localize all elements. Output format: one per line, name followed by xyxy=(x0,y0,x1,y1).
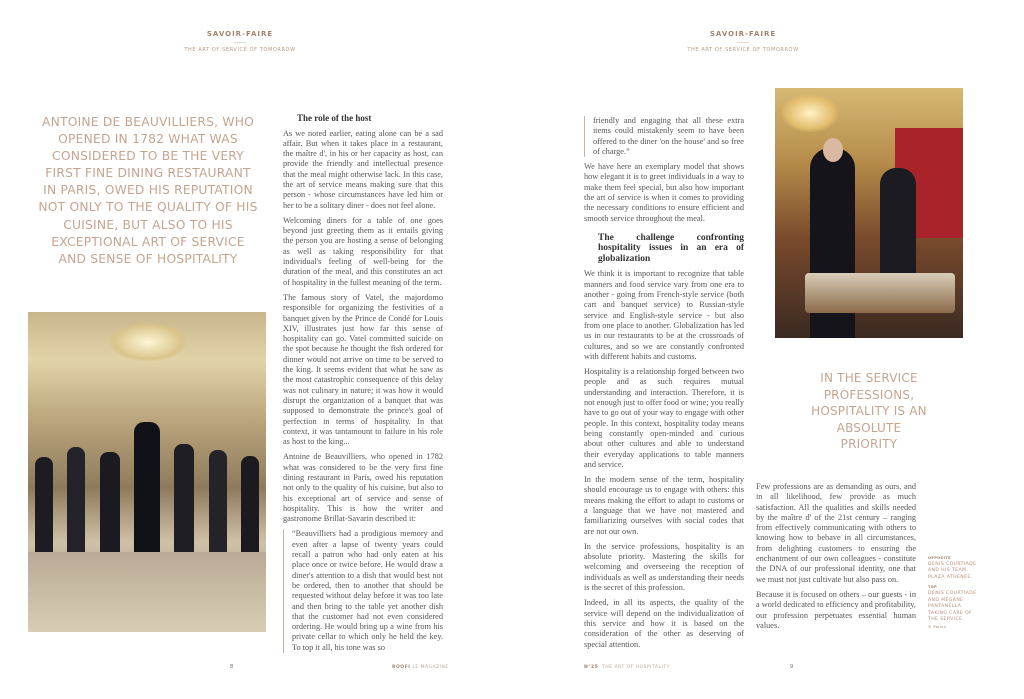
caption-label-top: TOP xyxy=(928,585,938,590)
section-kicker: SAVOIR-FAIRE xyxy=(709,30,777,38)
footer-brand xyxy=(392,665,449,670)
paragraph: Indeed, in all its aspects, the quality of the service will depend on the individualization of this service and how it is based on the consideration of the other as deserving of special attention. xyxy=(584,598,744,649)
page-number: 8 xyxy=(230,664,234,670)
kicker-divider xyxy=(737,42,749,43)
photo-credit: © Pollux xyxy=(928,624,947,629)
paragraph: As we noted earlier, eating alone can be a sad affair. But when it takes place in a restaurant, the maître d', in his or her capacity as host, can provide the friendly and intellectual presence that the meal might otherwise lack. In this case, the art of service means making sure that this person - whose circumstances have led him or her to be a solitary diner - does not feel alone. xyxy=(283,128,443,210)
chandelier xyxy=(780,93,840,133)
paragraph: We think it is important to recognize that table manners and food service vary from one era to another - going from French-style service (both cart and banquet service) to Russian-style service and English-style service - but also from one place to another. Globalization has led us in our restaurants to be at the crossroads of cultures, and so we are constantly confronted with different habits and customs. xyxy=(584,269,744,361)
blockquote: “Beauvilliers had a prodigious memory and even after a lapse of twenty years could recall a patron who had only eaten at his place once or twice before. He would draw a diner's attention to a dish that would best not be ordered, then to another that should be requested without delay before it was too late and then bring to the table yet another dish that the customer had not even considered ordering. He would bring up a wine from his private cellar to which only he held the key. To top it all, his tone was so xyxy=(283,529,443,653)
service-cart xyxy=(805,273,955,313)
paragraph: In the modern sense of the term, hospitality should encourage us to engage with others: this means making the effort to adapt to customs or a language that we have not mastered and familiarizing ourselves with social codes that are not our own. xyxy=(584,475,744,536)
article-column-1 xyxy=(283,113,443,658)
paragraph: Hospitality is a relationship forged between two people and as such requires mutual understanding and interaction. Therefore, it is not enough just to offer food or wine; you really have to go out of your way to engage with other people. In this context, hospitality today means being constantly open-minded and curious about other cultures and able to understand their everyday applications to table manners and service. xyxy=(584,367,744,469)
page-number: 9 xyxy=(790,664,794,670)
pull-quote: IN THE SERVICE PROFESSIONS, HOSPITALITY IS AN ABSOLUTE PRIORITY xyxy=(811,371,927,451)
paragraph: We have here an exemplary model that shows how elegant it is to greet individuals in a way to make them feel special, but also how important the art of service is when it comes to providing the necessary conditions to ensure efficient and smooth service throughout the meal. xyxy=(584,162,744,223)
blockquote-end: friendly and engaging that all these extra items could mistakenly seem to have been offered to the diner 'on the house' and so free of charge.” xyxy=(584,116,744,157)
service-photo xyxy=(775,88,963,338)
caption-top: DENIS COURTIADE AND MÉGANE PANTANELLA TAKING CARE OF THE SERVICE. xyxy=(928,590,977,623)
footer-label: THE ART OF HOSPITALITY xyxy=(602,665,670,670)
kicker-divider xyxy=(234,42,246,43)
article-column-2 xyxy=(584,116,744,655)
section-heading: The role of the host xyxy=(297,113,372,123)
issue-number: N°25 xyxy=(584,665,599,670)
paragraph: In the service professions, hospitality is an absolute priority. Mastering the skills for welcoming and overseeing the reception of individuals as well as understanding their needs is the secret of this profession. xyxy=(584,541,744,593)
caption-opposite: DENIS COURTIADE AND HIS TEAM, PLAZA ATHÉNÉE. xyxy=(928,561,977,580)
pull-quote: ANTOINE DE BEAUVILLIERS, WHO OPENED IN 1782 WHAT WAS CONSIDERED TO BE THE VERY FIRST FINE DINING RESTAURANT IN PARIS, OWED HIS REPUTATION NOT ONLY TO THE QUALITY OF HIS CUISINE, BUT ALSO TO HIS EXCEPTIONAL ART OF SERVICE AND SENSE OF HOSPITALITY xyxy=(38,115,258,266)
photo-caption xyxy=(928,555,1008,631)
section-subtitle: THE ART OF SERVICE OF TOMORROW xyxy=(687,47,799,53)
footer-issue xyxy=(584,665,670,670)
caption-label-opposite: OPPOSITE xyxy=(928,556,951,560)
paragraph: Antoine de Beauvilliers, who opened in 1782 what was considered to be the very first fine dining restaurant in Paris, owed his reputation not only to the quality of his cuisine, but also to his exceptional art of service and sense of hospitality. This is how the writer and gastronome Brillat-Savarin described it: xyxy=(283,452,443,524)
paragraph: Few professions are as demanding as ours, and in all likelihood, few provide as much satisfaction. All the qualities and skills needed by the maître d' of the 21st century – ranging from effectively communicating with others to knowing how to behave in all circumstances, from delighting customers to ensuring the enchantment of our own colleagues - constitute the DNA of our professional identity, one that we must not just cultivate but also pass on. xyxy=(756,482,916,584)
paragraph: Welcoming diners for a table of one goes beyond just greeting them as it entails giving the person you are hosting a sense of belonging as well as taking responsibility for that individual's feeling of well-being for the duration of the meal, and this constitutes an act of hospitality in the fullest meaning of the term. xyxy=(283,215,443,287)
chandelier xyxy=(108,322,188,362)
staff-group xyxy=(28,432,266,552)
paragraph: The famous story of Vatel, the majordomo responsible for organizing the festivities of a banquet given by the Prince de Condé for Louis XIV, illustrates just how far this sense of hospitality can go. Vatel committed suicide on the spot because he thought the fish ordered for dinner would not arrive on time to be served to the king. It seems evident that what he saw as the most catastrophic consequence of this delay was not culinary in nature; it was how it would disrupt the organization of a banquet that was supposed to demonstrate the prince's goal of perfection in terms of hospitality. In that context, it was tantamount to failure in his role as host to the king... xyxy=(283,292,443,447)
section-subtitle: THE ART OF SERVICE OF TOMORROW xyxy=(184,47,296,53)
section-kicker: SAVOIR-FAIRE xyxy=(206,30,274,38)
team-photo xyxy=(28,312,266,632)
carpet xyxy=(28,552,266,632)
face xyxy=(823,138,843,162)
server-figure xyxy=(880,168,916,288)
article-column-3 xyxy=(756,482,916,636)
paragraph: Because it is focused on others – our guests - in a world dedicated to efficiency and profitability, our profession perpetuates essential human values. xyxy=(756,589,916,630)
section-heading: The challenge confronting hospitality issues in an era of globalization xyxy=(598,232,744,264)
brand-logo: ROOFI xyxy=(392,665,411,670)
footer-label: LE MAGAZINE xyxy=(412,665,449,670)
